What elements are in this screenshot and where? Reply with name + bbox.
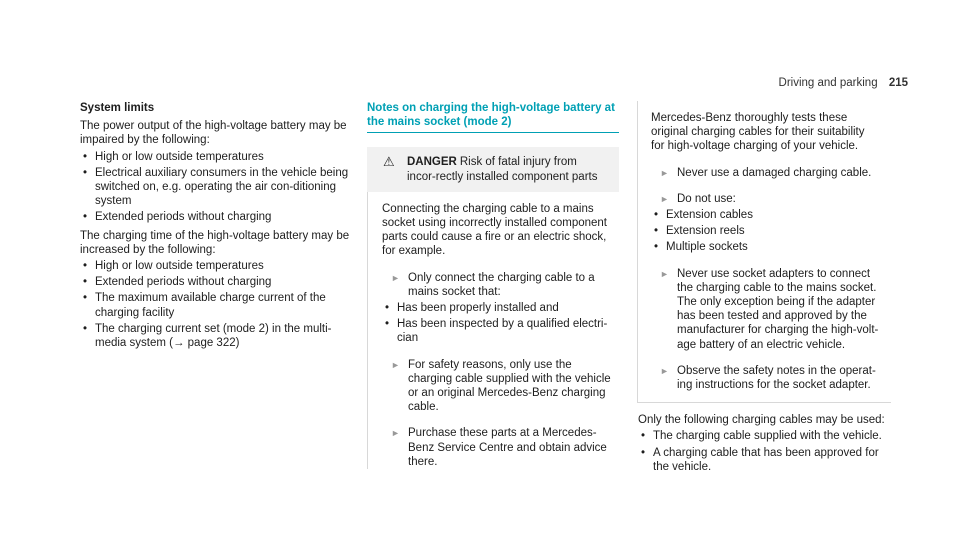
list-item: • Extended periods without charging <box>80 275 352 289</box>
step-arrow-icon: ► <box>660 365 669 376</box>
step-arrow-icon: ► <box>391 428 400 439</box>
list-item: • Electrical auxiliary consumers in the vehicle being switched on, e.g. operating the air con-ditioning system <box>80 166 352 209</box>
section-title: Driving and parking <box>778 77 878 89</box>
socket-requirements-list <box>382 301 611 346</box>
step-text: For safety reasons, only use the charging cable supplied with the vehicle or an original Mercedes-Benz charging cable. <box>408 358 611 414</box>
list-item-page-reference[interactable]: • The charging current set (mode 2) in the multi-media system (→ page 322) <box>80 322 352 350</box>
step-text: Never use a damaged charging cable. <box>677 166 872 179</box>
permitted-cables-intro: Only the following charging cables may be used: <box>638 414 885 427</box>
list-item: • A charging cable that has been approved for the vehicle. <box>638 446 891 474</box>
step-arrow-icon: ► <box>391 359 400 370</box>
step-text: Do not use: <box>677 192 736 205</box>
step-item <box>382 426 611 469</box>
step-text: Only connect the charging cable to a mains socket that: <box>408 271 595 298</box>
step-item <box>651 364 881 392</box>
list-item: • High or low outside temperatures <box>80 259 352 273</box>
warning-triangle-icon: ⚠ <box>383 154 395 170</box>
warning-description: Connecting the charging cable to a mains socket using incorrectly installed component parts could cause a fire or an electric shock, for example. <box>382 202 608 258</box>
step-item <box>651 192 881 255</box>
charging-time-intro: The charging time of the high-voltage battery may be increased by the following: <box>80 229 350 256</box>
power-output-intro: The power output of the high-voltage battery may be impaired by the following: <box>80 120 347 147</box>
list-item: • Extension reels <box>651 224 881 238</box>
permitted-cables-section <box>636 413 891 474</box>
list-item: • The charging cable supplied with the vehicle. <box>638 429 891 443</box>
step-arrow-icon: ► <box>391 272 400 283</box>
permitted-cables-list <box>638 429 891 474</box>
danger-title: Risk of fatal injury from incor-rectly installed component parts <box>407 156 598 183</box>
danger-label: DANGER <box>407 156 457 169</box>
step-item <box>651 267 881 352</box>
step-text: Never use socket adapters to connect the charging cable to the mains socket. The only exception being if the adapter has been tested and approved by the manufacturer for charging the high-volt-age battery of an electric vehicle. <box>677 267 879 351</box>
step-arrow-icon: ► <box>660 167 669 178</box>
warning-body <box>367 192 619 469</box>
step-item <box>382 271 611 346</box>
power-output-list <box>80 150 352 225</box>
list-item: • Extension cables <box>651 208 881 222</box>
step-item <box>651 166 881 180</box>
page-number: 215 <box>888 77 908 89</box>
mains-socket-heading: Notes on charging the high-voltage battery at the mains socket (mode 2) <box>367 101 619 133</box>
do-not-use-list <box>651 208 881 255</box>
list-item: • High or low outside temperatures <box>80 150 352 164</box>
step-arrow-icon: ► <box>660 193 669 204</box>
list-item: • The maximum available charge current of the charging facility <box>80 291 352 319</box>
step-arrow-icon: ► <box>660 268 669 279</box>
column-charging-cables <box>636 101 891 478</box>
charging-cable-info-box <box>637 101 891 403</box>
column-mains-socket-notes <box>367 101 619 469</box>
charging-time-list <box>80 259 352 350</box>
step-text: Purchase these parts at a Mercedes-Benz Service Centre and obtain advice there. <box>408 427 607 468</box>
cable-intro: Mercedes-Benz thoroughly tests these original charging cables for their suitability for high-voltage charging of your vehicle. <box>651 112 865 153</box>
page-header <box>779 76 908 90</box>
column-system-limits <box>80 101 352 354</box>
list-item: • Has been properly installed and <box>382 301 611 315</box>
list-item: • Has been inspected by a qualified electri-cian <box>382 317 611 345</box>
step-item <box>382 358 611 415</box>
system-limits-heading: System limits <box>80 102 155 114</box>
list-item: • Extended periods without charging <box>80 210 352 224</box>
danger-warning-box <box>367 147 619 191</box>
list-item: • Multiple sockets <box>651 240 881 254</box>
step-text: Observe the safety notes in the operat-ing instructions for the socket adapter. <box>677 364 876 392</box>
